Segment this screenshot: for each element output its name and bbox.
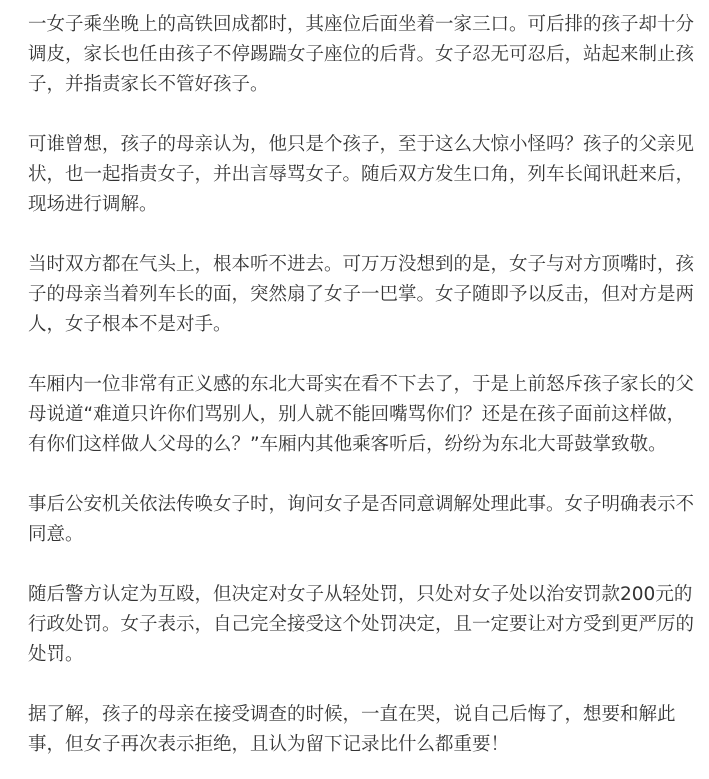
- article-paragraph-5: 事后公安机关依法传唤女子时，询问女子是否同意调解处理此事。女子明确表示不同意。: [28, 494, 695, 545]
- article-paragraph-1: 一女子乘坐晚上的高铁回成都时，其座位后面坐着一家三口。可后排的孩子却十分调皮，家长也任由孩子不停踢踹女子座位的后背。女子忍无可忍后，站起来制止孩子，并指责家长不管好孩子。: [28, 14, 695, 95]
- article-body: [28, 10, 700, 760]
- article-paragraph-3: 当时双方都在气头上，根本听不进去。可万万没想到的是，女子与对方顶嘴时，孩子的母亲当着列车长的面，突然扇了女子一巴掌。女子随即予以反击，但对方是两人，女子根本不是对手。: [28, 254, 695, 335]
- article-paragraph-4: 车厢内一位非常有正义感的东北大哥实在看不下去了，于是上前怒斥孩子家长的父母说道“难道只许你们骂别人，别人就不能回嘴骂你们？还是在孩子面前这样做，有你们这样做人父母的么？”车厢内其他乘客听后，纷纷为东北大哥鼓掌致敬。: [28, 374, 695, 455]
- article-paragraph-6: 随后警方认定为互殴，但决定对女子从轻处罚，只处对女子处以治安罚款200元的行政处罚。女子表示，自己完全接受这个处罚决定，且一定要让对方受到更严厉的处罚。: [28, 584, 695, 665]
- article-paragraph-2: 可谁曾想，孩子的母亲认为，他只是个孩子，至于这么大惊小怪吗？孩子的父亲见状，也一起指责女子，并出言辱骂女子。随后双方发生口角，列车长闻讯赶来后，现场进行调解。: [28, 134, 695, 215]
- article-paragraph-7: 据了解，孩子的母亲在接受调查的时候，一直在哭，说自己后悔了，想要和解此事，但女子再次表示拒绝，且认为留下记录比什么都重要！: [28, 704, 676, 755]
